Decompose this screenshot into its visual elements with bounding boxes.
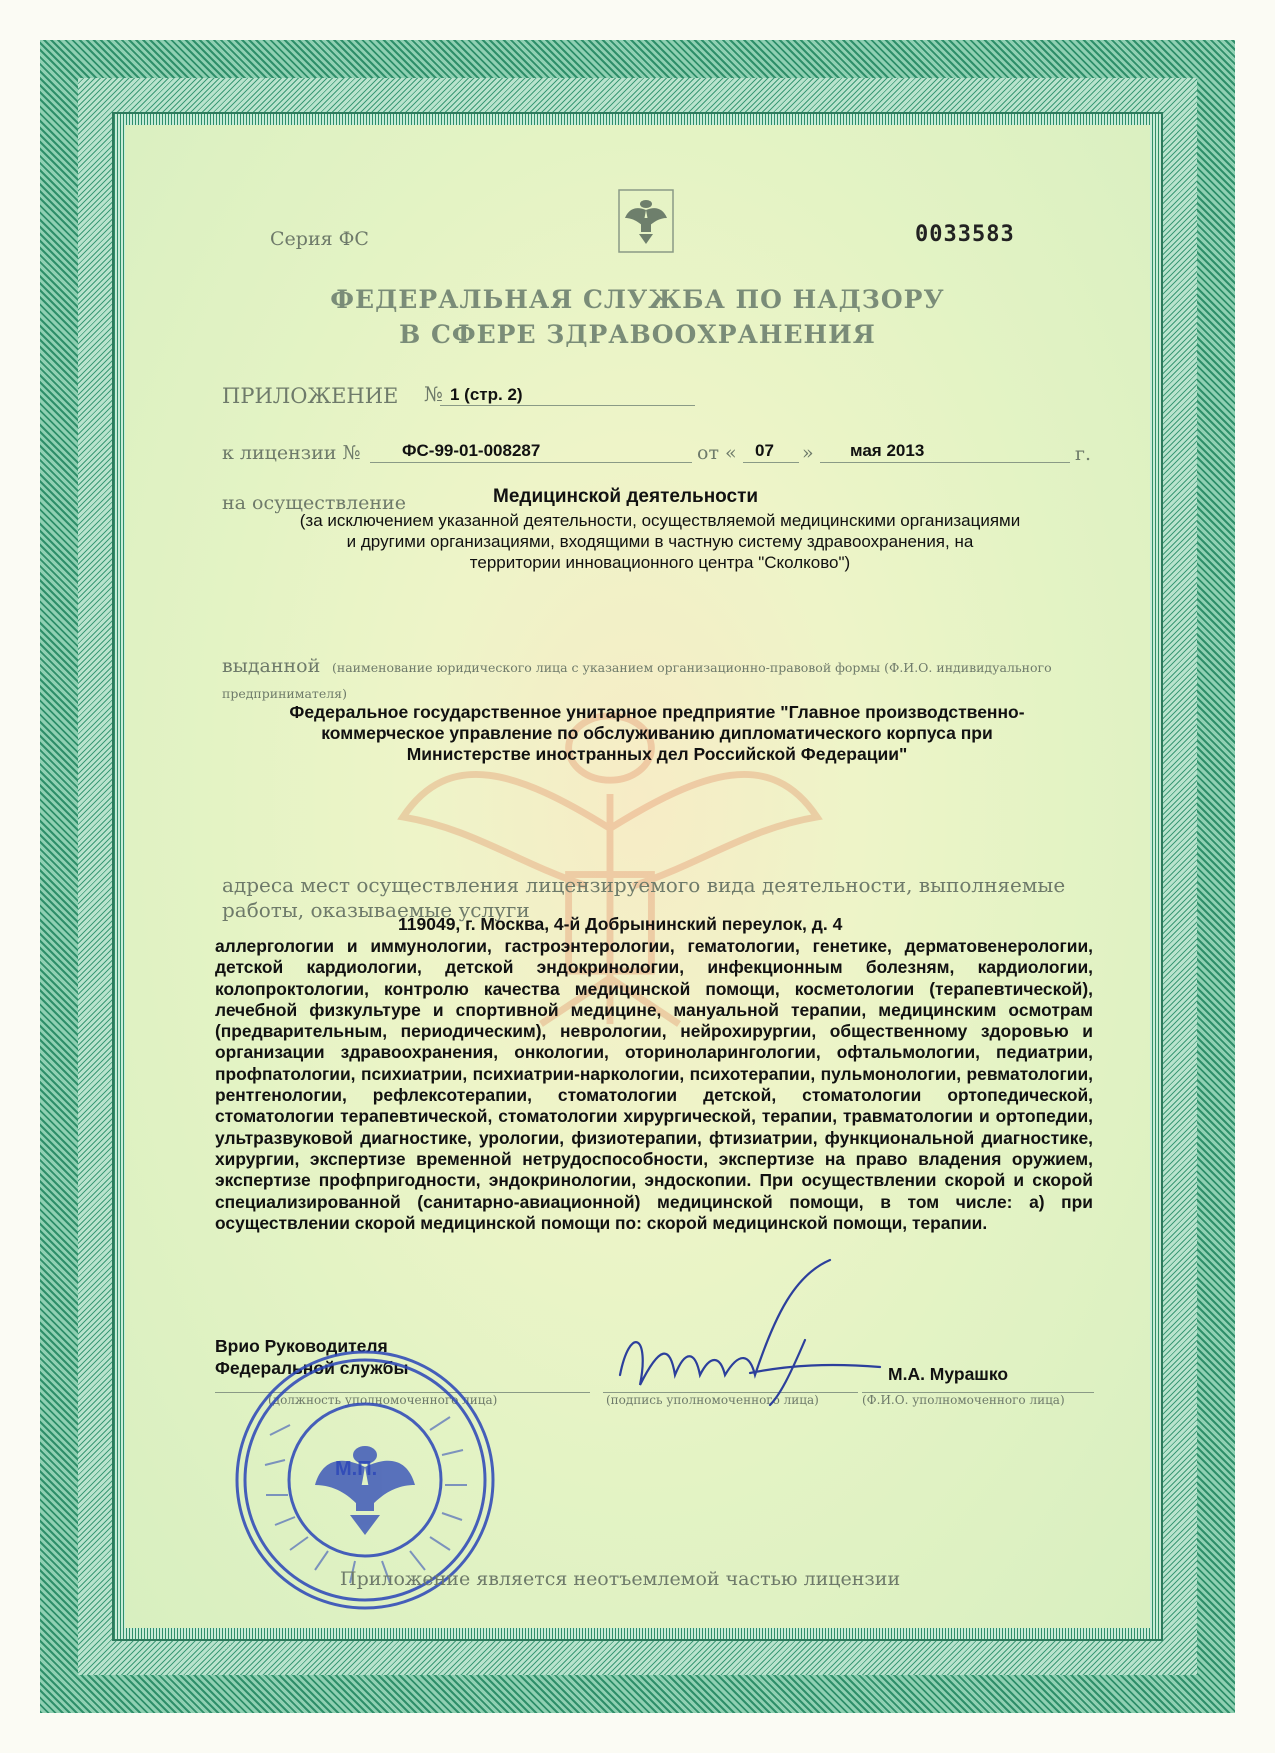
footer-note: Приложение является неотъемлемой частью лицензии xyxy=(340,1568,901,1590)
signer-position-line1: Врио Руководителя xyxy=(215,1336,388,1356)
issuer-title-line2: В СФЕРЕ ЗДРАВООХРАНЕНИЯ xyxy=(399,320,876,349)
address-label-line2: работы, оказываемые услуги xyxy=(222,898,530,922)
activity-label: на осуществление xyxy=(222,492,406,514)
series-label: Серия ФС xyxy=(270,228,369,250)
license-day-close: » xyxy=(802,442,814,464)
issuer-title-line1: ФЕДЕРАЛЬНАЯ СЛУЖБА ПО НАДЗОРУ xyxy=(330,285,945,314)
license-day: 07 xyxy=(755,441,774,460)
signer-name: М.А. Мурашко xyxy=(888,1364,1009,1384)
organization-line1: Федеральное государственное унитарное предприятие "Главное производственно- xyxy=(289,702,1025,722)
license-number: ФС-99-01-008287 xyxy=(402,441,541,460)
license-from-label: от « xyxy=(697,442,737,464)
organization-line3: Министерстве иностранных дел Российской Федерации" xyxy=(406,744,908,764)
license-month-year: мая 2013 xyxy=(850,441,925,460)
stamp-mark: М.П. xyxy=(335,1458,378,1480)
activity-note xyxy=(225,510,1095,573)
activity-value: Медицинской деятельности xyxy=(493,486,759,507)
appendix-number: 1 (стр. 2) xyxy=(450,385,523,404)
issued-hint-line2: предпринимателя) xyxy=(222,686,347,701)
caption-position: (должность уполномоченного лица) xyxy=(268,1393,498,1407)
appendix-number-sign: № xyxy=(424,382,443,406)
organization-name xyxy=(222,702,1092,765)
form-number: 0033583 xyxy=(915,222,1015,247)
activity-note-line1: (за исключением указанной деятельности, осуществляемой медицинскими организациями xyxy=(299,511,1021,530)
address-label-line1: адреса мест осуществления лицензируемого вида деятельности, выполняемые xyxy=(222,873,1066,897)
license-label: к лицензии № xyxy=(222,442,361,464)
caption-name: (Ф.И.О. уполномоченного лица) xyxy=(862,1393,1065,1407)
appendix-underline xyxy=(440,405,695,406)
activity-note-line3: территории инновационного центра "Сколково") xyxy=(469,553,851,572)
address-value: 119049, г. Москва, 4-й Добрынинский переулок, д. 4 xyxy=(398,914,843,934)
license-year-suffix: г. xyxy=(1075,443,1091,465)
russian-coat-of-arms-icon xyxy=(617,188,675,254)
activity-note-line2: и другими организациями, входящими в частную систему здравоохранения, на xyxy=(346,532,974,551)
organization-line2: коммерческое управление по обслуживанию дипломатического корпуса при xyxy=(321,723,993,743)
handwritten-signature xyxy=(600,1255,900,1415)
caption-signature: (подпись уполномоченного лица) xyxy=(606,1393,819,1407)
issued-label: выданной xyxy=(222,655,321,677)
license-underline xyxy=(370,462,692,463)
appendix-label: ПРИЛОЖЕНИЕ xyxy=(222,384,399,408)
signer-position-line2: Федеральной службы xyxy=(215,1358,409,1378)
month-underline xyxy=(820,462,1070,463)
day-underline xyxy=(743,462,799,463)
issued-hint: (наименование юридического лица с указанием организационно-правовой формы (Ф.И.О. индивидуального xyxy=(332,660,1052,675)
services-list: аллергологии и иммунологии, гастроэнтерологии, гематологии, генетике, дерматовенерологии, детской кардиологии, детской эндокринологии, инфекционным болезням, кардиологии, колопроктологии, контролю качества медицинской помощи, косметологии (терапевтической), лечебной физкультуре и спортивной медицине, мануальной терапии, медицинским осмотрам (предварительным, периодическим), неврологии, нейрохирургии, общественному здоровью и организации здравоохранения, онкологии, оториноларингологии, офтальмологии, педиатрии, профпатологии, психиатрии, психиатрии-наркологии, психотерапии, пульмонологии, ревматологии, рентгенологии, рефлексотерапии, стоматологии детской, стоматологии ортопедической, стоматологии терапевтической, стоматологии хирургической, терапии, травматологии и ортопедии, ультразвуковой диагностике, урологии, физиотерапии, фтизиатрии, функциональной диагностике, хирургии, экспертизе временной нетрудоспособности, экспертизе на право владения оружием, экспертизе профпригодности, эндокринологии, эндоскопии. При осуществлении скорой и скорой специализированной (санитарно-авиационной) медицинской помощи, в том числе: а) при осуществлении скорой медицинской помощи по: скорой медицинской помощи, терапии. xyxy=(215,936,1093,1233)
